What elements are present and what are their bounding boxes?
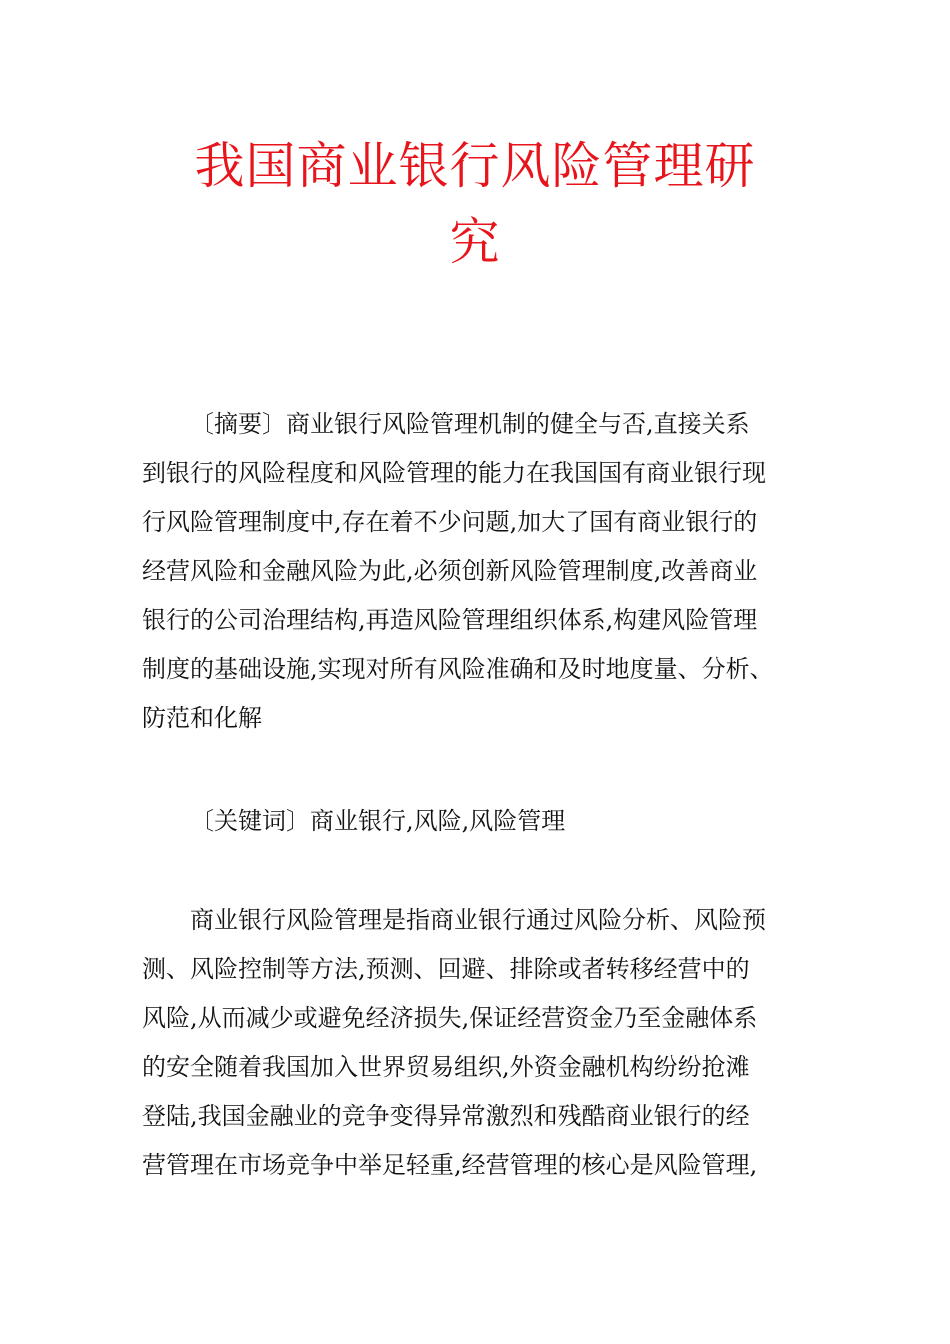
document-title — [120, 128, 830, 280]
body-line: 营管理在市场竞争中举足轻重,经营管理的核心是风险管理, — [142, 1151, 758, 1179]
body-line: 测、风险控制等方法,预测、回避、排除或者转移经营中的 — [142, 955, 750, 983]
abstract-line: 经营风险和金融风险为此,必须创新风险管理制度,改善商业 — [142, 557, 758, 585]
keywords-paragraph — [142, 797, 822, 846]
abstract-line: 银行的公司治理结构,再造风险管理组织体系,构建风险管理 — [142, 606, 758, 634]
abstract-line: 行风险管理制度中,存在着不少问题,加大了国有商业银行的 — [142, 508, 758, 536]
abstract-line: 制度的基础设施,实现对所有风险准确和及时地度量、分析、 — [142, 655, 774, 683]
title-line-2: 究 — [449, 213, 501, 271]
body-line: 的安全随着我国加入世界贸易组织,外资金融机构纷纷抢滩 — [142, 1053, 750, 1081]
abstract-line: 〔摘要〕商业银行风险管理机制的健全与否,直接关系 — [190, 410, 750, 438]
abstract-line: 防范和化解 — [142, 704, 262, 732]
title-line-1: 我国商业银行风险管理研 — [194, 137, 756, 195]
abstract-paragraph — [142, 400, 822, 743]
body-paragraph — [142, 896, 822, 1190]
body-line: 风险,从而减少或避免经济损失,保证经营资金乃至金融体系 — [142, 1004, 758, 1032]
body-line: 商业银行风险管理是指商业银行通过风险分析、风险预 — [190, 906, 766, 934]
abstract-line: 到银行的风险程度和风险管理的能力在我国国有商业银行现 — [142, 459, 766, 487]
keywords-line: 〔关键词〕商业银行,风险,风险管理 — [190, 807, 566, 835]
body-line: 登陆,我国金融业的竞争变得异常激烈和残酷商业银行的经 — [142, 1102, 750, 1130]
